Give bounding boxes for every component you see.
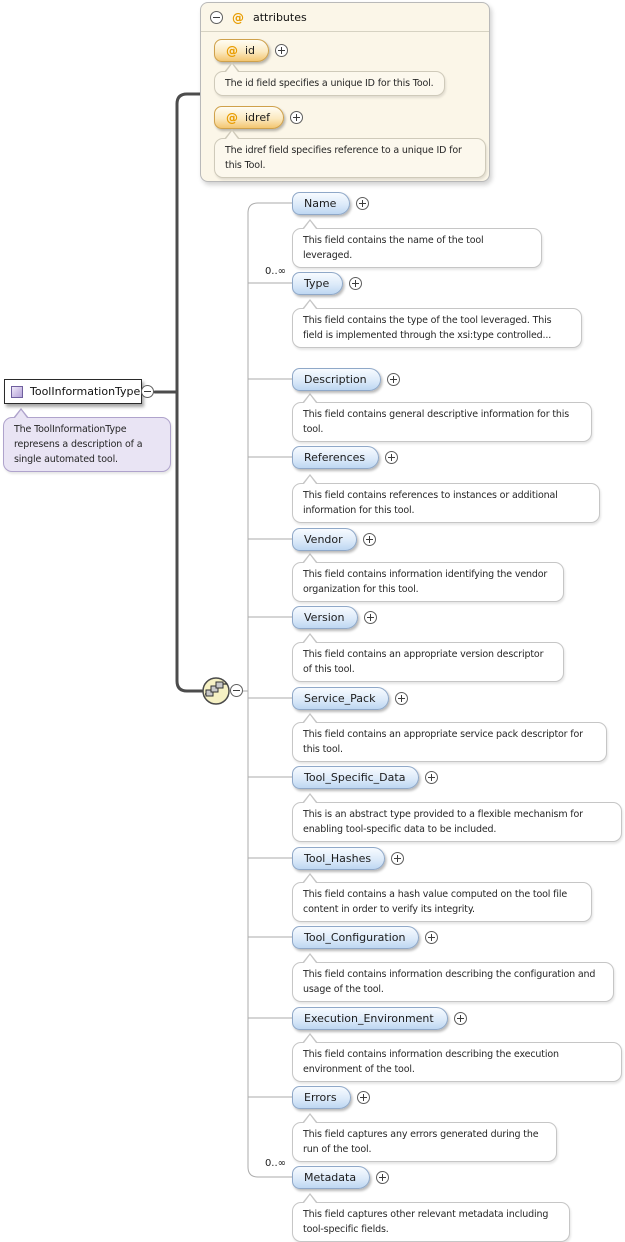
element-pill-metadata[interactable] <box>292 1166 370 1189</box>
complex-type-icon <box>11 386 23 398</box>
element-pill-tool-configuration[interactable] <box>292 926 419 949</box>
expand-icon[interactable] <box>425 771 438 784</box>
collapse-icon[interactable] <box>210 11 223 24</box>
expand-icon[interactable] <box>275 44 288 57</box>
element-label: Metadata <box>304 1171 357 1184</box>
trunk-line <box>155 94 202 691</box>
at-icon: @ <box>226 43 238 58</box>
at-icon: @ <box>226 110 238 125</box>
annotation-bubble: This field contains a hash value computed on the tool file content in order to verify its integrity. <box>292 882 592 922</box>
expand-icon[interactable] <box>454 1012 467 1025</box>
element-row <box>292 926 438 949</box>
annotation-bubble: This field contains general descriptive information for this tool. <box>292 402 592 442</box>
attribute-label: idref <box>245 111 270 124</box>
element-label: Version <box>304 611 345 624</box>
element-pill-description[interactable] <box>292 368 381 391</box>
expand-icon[interactable] <box>385 451 398 464</box>
annotation-bubble: This field captures other relevant metadata including tool-specific fields. <box>292 1202 570 1242</box>
annotation-bubble: This field contains information describing the execution environment of the tool. <box>292 1042 622 1082</box>
element-row <box>292 528 376 551</box>
element-pill-tool-hashes[interactable] <box>292 847 385 870</box>
child-wires <box>243 203 292 1177</box>
element-row <box>292 1166 389 1189</box>
annotation-bubble: This field contains an appropriate service pack descriptor for this tool. <box>292 722 607 762</box>
element-pill-version[interactable] <box>292 606 358 629</box>
occurrence-label: 0..∞ <box>264 1158 286 1169</box>
expand-icon[interactable] <box>391 852 404 865</box>
collapse-icon[interactable] <box>230 684 243 697</box>
element-row <box>292 766 438 789</box>
complex-type-label: ToolInformationType <box>30 385 141 398</box>
element-label: Tool_Specific_Data <box>304 771 406 784</box>
annotation-bubble-idref: The idref field specifies reference to a unique ID for this Tool. <box>214 138 486 178</box>
root-tooltip-bubble: The ToolInformationType represens a description of a single automated tool. <box>3 417 171 472</box>
attribute-row-idref <box>214 106 303 129</box>
element-pill-service-pack[interactable] <box>292 687 389 710</box>
element-row <box>292 687 408 710</box>
element-pill-type[interactable] <box>292 272 343 295</box>
element-pill-execution-environment[interactable] <box>292 1007 448 1030</box>
element-label: Execution_Environment <box>304 1012 434 1025</box>
expand-icon[interactable] <box>356 197 369 210</box>
element-pill-vendor[interactable] <box>292 528 357 551</box>
at-icon: @ <box>232 10 244 25</box>
annotation-bubble: This field contains information describing the configuration and usage of the tool. <box>292 962 614 1002</box>
element-pill-name[interactable] <box>292 192 350 215</box>
element-row <box>292 272 362 295</box>
element-pill-errors[interactable] <box>292 1086 351 1109</box>
annotation-bubble: This field contains an appropriate version descriptor of this tool. <box>292 642 564 682</box>
expand-icon[interactable] <box>387 373 400 386</box>
attributes-panel-header <box>201 3 489 32</box>
element-label: Name <box>304 197 337 210</box>
attribute-row-id <box>214 39 288 62</box>
expand-icon[interactable] <box>290 111 303 124</box>
element-label: References <box>304 451 366 464</box>
element-row <box>292 606 377 629</box>
element-row <box>292 368 400 391</box>
attribute-pill-id[interactable] <box>214 39 269 62</box>
expand-icon[interactable] <box>357 1091 370 1104</box>
element-pill-references[interactable] <box>292 446 379 469</box>
element-label: Tool_Configuration <box>304 931 406 944</box>
annotation-bubble-id: The id field specifies a unique ID for this Tool. <box>214 71 445 96</box>
element-pill-tool-specific-data[interactable] <box>292 766 419 789</box>
element-label: Errors <box>304 1091 337 1104</box>
annotation-bubble: This field contains the type of the tool leveraged. This field is implemented through the xsi:type controlled... <box>292 308 582 348</box>
element-row <box>292 1007 467 1030</box>
attribute-pill-idref[interactable] <box>214 106 284 129</box>
element-row <box>292 446 398 469</box>
expand-icon[interactable] <box>363 533 376 546</box>
expand-icon[interactable] <box>395 692 408 705</box>
complex-type-box[interactable] <box>4 379 142 404</box>
expand-icon[interactable] <box>376 1171 389 1184</box>
occurrence-label: 0..∞ <box>264 266 286 277</box>
element-row <box>292 847 404 870</box>
annotation-bubble: This field contains references to instances or additional information for this tool. <box>292 483 600 523</box>
expand-icon[interactable] <box>364 611 377 624</box>
attributes-panel <box>200 2 490 182</box>
collapse-icon[interactable] <box>141 385 154 398</box>
element-row <box>292 1086 370 1109</box>
element-label: Service_Pack <box>304 692 376 705</box>
attribute-label: id <box>245 44 256 57</box>
annotation-bubble: This field contains the name of the tool leveraged. <box>292 228 542 268</box>
element-row <box>292 192 369 215</box>
expand-icon[interactable] <box>349 277 362 290</box>
annotation-bubble: This field captures any errors generated during the run of the tool. <box>292 1122 557 1162</box>
sequence-icon[interactable] <box>203 678 229 704</box>
attributes-panel-title: attributes <box>253 11 307 24</box>
element-label: Description <box>304 373 367 386</box>
annotation-bubble: This field contains information identifying the vendor organization for this tool. <box>292 562 564 602</box>
element-label: Tool_Hashes <box>304 852 372 865</box>
element-label: Type <box>304 277 330 290</box>
expand-icon[interactable] <box>425 931 438 944</box>
element-label: Vendor <box>304 533 343 546</box>
annotation-bubble: This is an abstract type provided to a flexible mechanism for enabling tool-specific data to be included. <box>292 802 622 842</box>
